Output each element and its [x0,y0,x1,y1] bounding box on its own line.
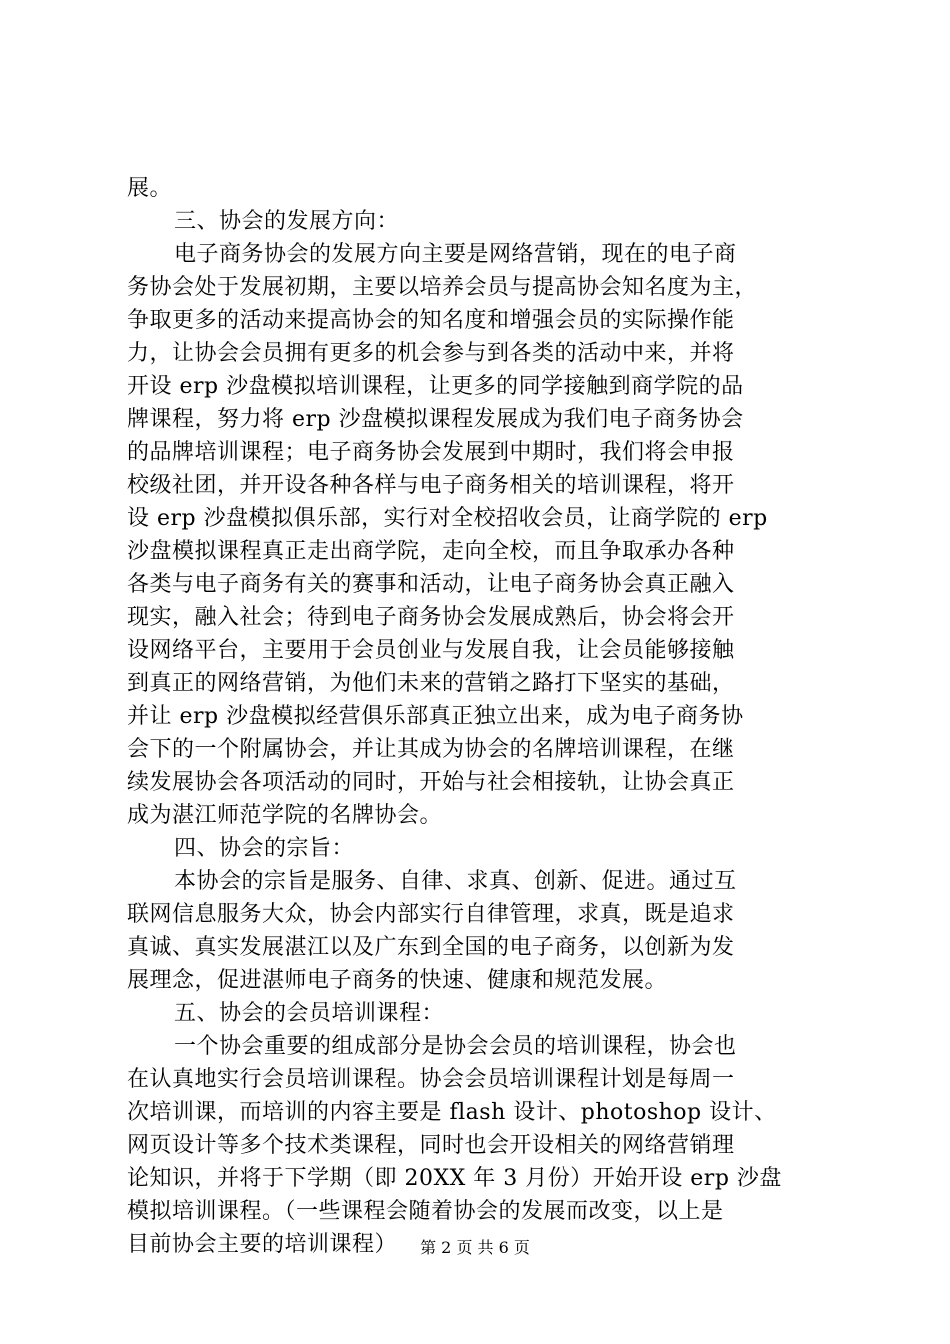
text-line: 展理念，促进湛师电子商务的快速、健康和规范发展。 [127,968,668,993]
text-line: 联网信息服务大众，协会内部实行自律管理，求真，既是追求 [127,902,735,927]
text-line: 本协会的宗旨是服务、自律、求真、创新、促进。通过互 [174,869,737,894]
text-line: 续发展协会各项活动的同时，开始与社会相接轨，让协会真正 [127,770,735,795]
text-line: 务协会处于发展初期，主要以培养会员与提高协会知名度为主， [127,275,758,300]
text-line: 沙盘模拟课程真正走出商学院，走向全校，而且争取承办各种 [127,539,735,564]
text-line: 校级社团，并开设各种各样与电子商务相关的培训课程，将开 [127,473,735,498]
text-line: 现实，融入社会；待到电子商务协会发展成熟后，协会将会开 [127,605,735,630]
document-body [127,172,837,1261]
text-line: 展。 [127,176,173,201]
text-line: 开设 erp 沙盘模拟培训课程，让更多的同学接触到商学院的品 [127,374,744,399]
text-line: 牌课程，努力将 erp 沙盘模拟课程发展成为我们电子商务协会 [127,407,744,432]
text-line: 的品牌培训课程；电子商务协会发展到中期时，我们将会申报 [127,440,735,465]
text-line: 设网络平台，主要用于会员创业与发展自我，让会员能够接触 [127,638,735,663]
page-number: 第 2 页 共 6 页 [420,1238,530,1257]
text-line: 成为湛江师范学院的名牌协会。 [127,803,443,828]
text-line: 一个协会重要的组成部分是协会会员的培训课程，协会也 [174,1034,737,1059]
text-line: 设 erp 沙盘模拟俱乐部，实行对全校招收会员，让商学院的 erp [127,506,768,531]
section-heading: 四、协会的宗旨： [174,836,355,861]
text-line: 电子商务协会的发展方向主要是网络营销，现在的电子商 [174,242,737,267]
text-line: 会下的一个附属协会，并让其成为协会的名牌培训课程，在继 [127,737,735,762]
text-line: 目前协会主要的培训课程） [127,1232,398,1257]
text-line: 各类与电子商务有关的赛事和活动，让电子商务协会真正融入 [127,572,735,597]
section-heading: 三、协会的发展方向： [174,209,400,234]
text-line: 真诚、真实发展湛江以及广东到全国的电子商务，以创新为发 [127,935,735,960]
text-line: 网页设计等多个技术类课程，同时也会开设相关的网络营销理 [127,1133,735,1158]
text-line: 争取更多的活动来提高协会的知名度和增强会员的实际操作能 [127,308,735,333]
text-line: 模拟培训课程。（一些课程会随着协会的发展而改变，以上是 [127,1199,724,1224]
text-line: 到真正的网络营销，为他们未来的营销之路打下坚实的基础， [127,671,735,696]
text-line: 力，让协会会员拥有更多的机会参与到各类的活动中来，并将 [127,341,735,366]
page-footer [0,1238,950,1258]
text-line: 并让 erp 沙盘模拟经营俱乐部真正独立出来，成为电子商务协 [127,704,744,729]
text-line: 次培训课，而培训的内容主要是 flash 设计、photoshop 设计、 [127,1100,777,1125]
section-heading: 五、协会的会员培训课程： [174,1001,445,1026]
text-line: 在认真地实行会员培训课程。协会会员培训课程计划是每周一 [127,1067,735,1092]
text-line: 论知识，并将于下学期（即 20XX 年 3 月份）开始开设 erp 沙盘 [127,1166,782,1191]
